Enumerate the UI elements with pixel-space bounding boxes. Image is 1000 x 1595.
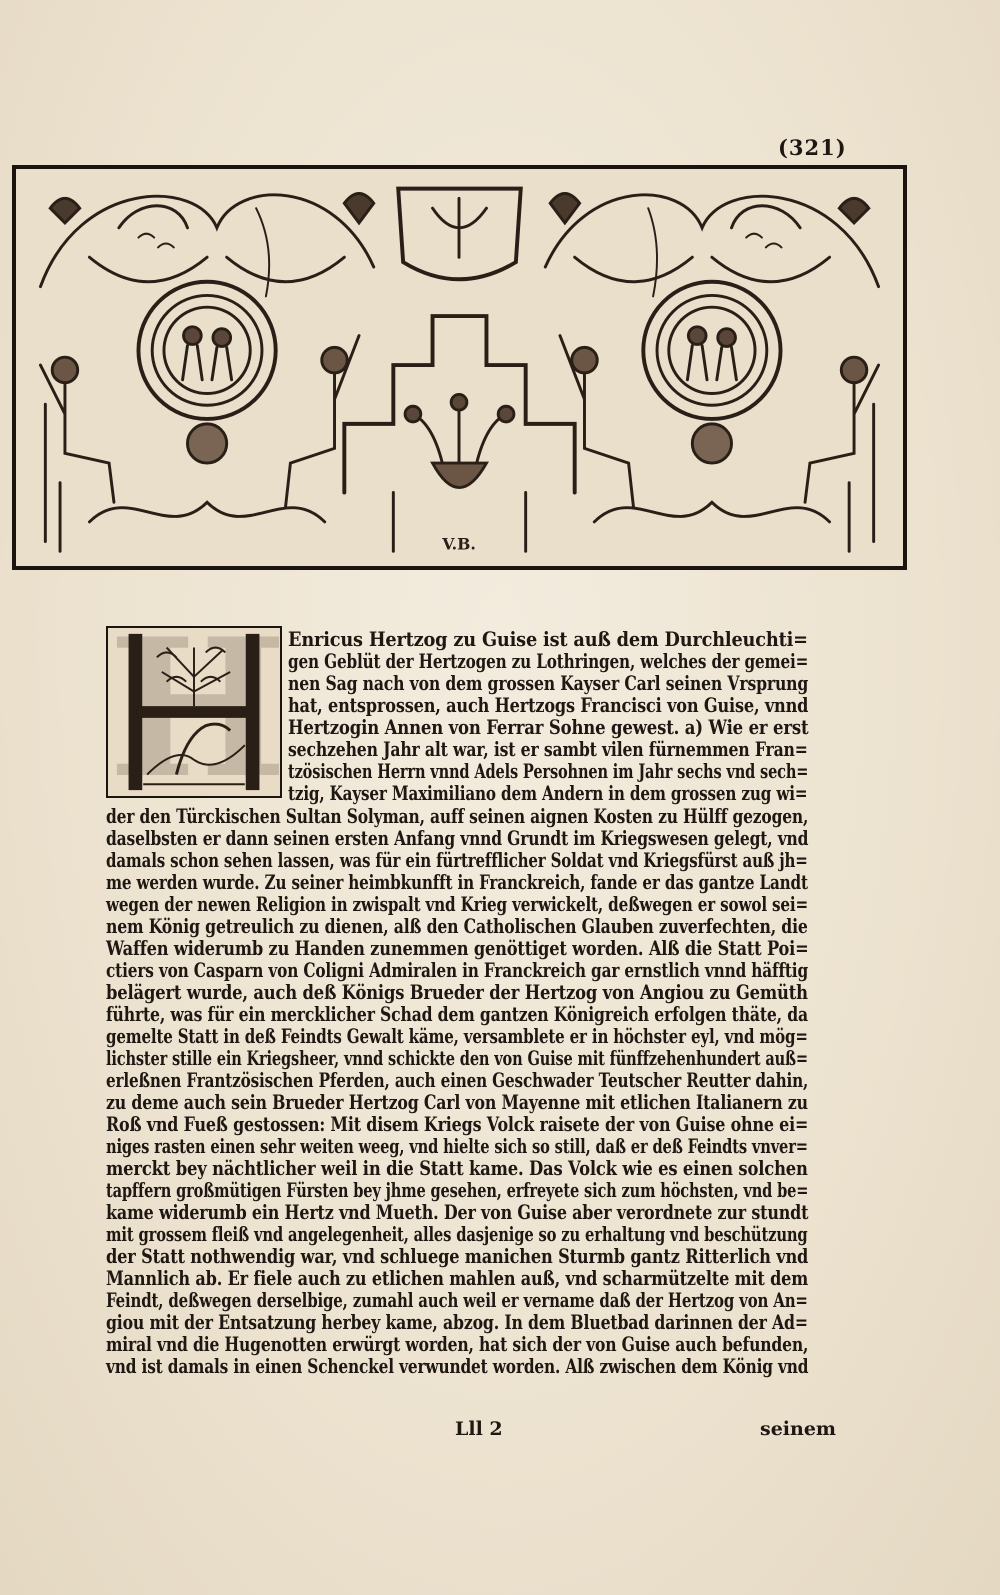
text-line: lichster stille ein Kriegsheer, vnnd schickte den von Guise mit fünffzehenhundert auß= [106, 1047, 808, 1070]
text-line: Hertzogin Annen von Ferrar Sohne gewest. a) Wie er erst [288, 716, 809, 739]
text-line: miral vnd die Hugenotten erwürgt worden, hat sich der von Guise auch befunden, [106, 1333, 809, 1356]
ornamental-woodcut-banner [12, 165, 907, 570]
text-line: gemelte Statt in deß Feindts Gewalt käme, versamblete er in höchster eyl, vnd mög= [106, 1025, 808, 1048]
text-line: mit grossem fleiß vnd angelegenheit, alles dasjenige so zu erhaltung vnd beschützung [106, 1223, 808, 1246]
text-line: giou mit der Entsatzung herbey kame, abzog. In dem Bluetbad darinnen der Ad= [106, 1311, 808, 1334]
text-line: Feindt, deßwegen derselbige, zumahl auch weil er vername daß der Hertzog von An= [106, 1289, 808, 1312]
text-line: merckt bey nächtlicher weil in die Statt kame. Das Volck wie es einen solchen [106, 1157, 808, 1180]
text-line: sechzehen Jahr alt war, ist er sambt vilen fürnemmen Fran= [288, 738, 808, 761]
page-number: (321) [778, 135, 847, 160]
decorated-initial-h [106, 597, 288, 820]
text-line: zu deme auch sein Brueder Hertzog Carl von Mayenne mit etlichen Italianern zu [106, 1091, 808, 1114]
text-line: Enricus Hertzog zu Guise ist auß dem Durchleuchti= [288, 628, 808, 651]
text-line: damals schon sehen lassen, was für ein fürtrefflicher Soldat vnd Kriegsfürst auß jh= [106, 849, 808, 872]
text-line: der den Türckischen Sultan Solyman, auff seinen aignen Kosten zu Hülff gezogen, [106, 805, 809, 828]
initial-letter: H [108, 597, 288, 820]
text-line: wegen der newen Religion in zwispalt vnd Krieg verwickelt, deßwegen er sowol sei= [106, 893, 809, 916]
text-line: hat, entsprossen, auch Hertzogs Francisci von Guise, vnnd [288, 694, 809, 717]
text-line: Mannlich ab. Er fiele auch zu etlichen mahlen auß, vnd scharmützelte mit dem [106, 1267, 809, 1290]
text-line: daselbsten er dann seinen ersten Anfang vnnd Grundt im Kriegswesen gelegt, vnd [106, 827, 809, 850]
text-line: nen Sag nach von dem grossen Kayser Carl seinen Vrsprung [288, 672, 809, 695]
text-line: nem König getreulich zu dienen, alß den Catholischen Glauben zuverfechten, die [106, 915, 808, 938]
text-line: tapffern großmütigen Fürsten bey jhme gesehen, erfreyete sich zum höchsten, vnd be= [106, 1179, 809, 1202]
text-line: erleßnen Frantzösischen Pferden, auch einen Geschwader Teutscher Reutter dahin, [106, 1069, 809, 1092]
text-line: vnd ist damals in einen Schenckel verwundet worden. Alß zwischen dem König vnd [106, 1355, 809, 1378]
text-line: führte, was für ein mercklicher Schad dem gantzen Königreich erfolgen thäte, da [106, 1003, 808, 1026]
text-line: tzig, Kayser Maximiliano dem Andern in dem grossen zug wi= [288, 782, 808, 805]
text-line: niges rasten einen sehr weiten weeg, vnd hielte sich so still, daß er deß Feindts vnver= [106, 1135, 808, 1158]
text-line: ctiers von Casparn von Coligni Admiralen in Franckreich gar ernstlich vnnd häfftig [106, 959, 809, 982]
text-line: Waffen widerumb zu Handen zunemmen genöttiget worden. Alß die Statt Poi= [106, 937, 809, 960]
monogram-text: V.B. [442, 534, 476, 554]
text-line: belägert wurde, auch deß Königs Brueder der Hertzog von Angiou zu Gemüth [106, 981, 808, 1004]
text-line: tzösischen Herrn vnnd Adels Persohnen im Jahr sechs vnd sech= [288, 760, 809, 783]
text-line: kame widerumb ein Hertz vnd Mueth. Der von Guise aber verordnete zur stundt [106, 1201, 809, 1224]
text-line: gen Geblüt der Hertzogen zu Lothringen, welches der gemei= [288, 650, 809, 673]
catchword: seinem [760, 1418, 837, 1440]
grotesque-ornament-illustration [16, 169, 903, 566]
text-line: me werden wurde. Zu seiner heimbkunfft in Franckreich, fande er das gantze Landt [106, 871, 808, 894]
text-line: der Statt nothwendig war, vnd schluege manichen Sturmb gantz Ritterlich vnd [106, 1245, 809, 1268]
text-line: Roß vnd Fueß gestossen: Mit disem Kriegs Volck raisete der von Guise ohne ei= [106, 1113, 809, 1136]
signature-mark: Lll 2 [455, 1418, 503, 1440]
